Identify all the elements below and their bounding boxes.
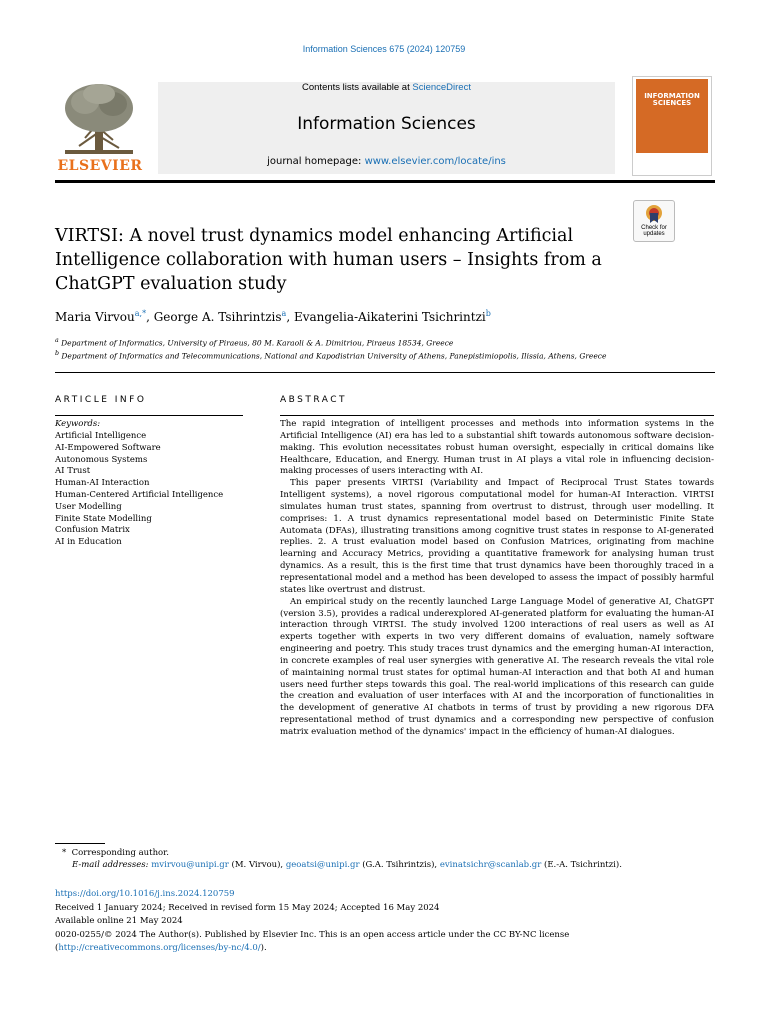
email-owner: (M. Virvou), xyxy=(228,860,286,870)
article-info-heading: ARTICLE INFO xyxy=(55,395,147,405)
journal-reference[interactable]: Information Sciences 675 (2024) 120759 xyxy=(302,44,466,54)
license-paren-open: ( xyxy=(55,942,59,953)
journal-cover-thumbnail[interactable] xyxy=(632,76,712,176)
abstract-paragraph-3: An empirical study on the recently launched Large Language Model of generative AI, ChatGPT (version 3.5), provides a radical underexplored AI-generated platform for evaluating the human-AI interaction through VIRTSI. The study involved 1200 interactions of real users as well as AI experts together with experts in two very different domains of evaluation, namely software engineering and poetry. This study traces trust dynamics and the emerging human-AI interaction, in concrete examples of real user synergies with generative AI. The research reveals the vital role of maintaining normal trust states for optimal human-AI interaction and that both AI and human users need further steps towards this goal. The real-world implications of this research can guide the creation and evaluation of user interfaces with AI and the incorporation of functionalities in the development of generative AI chatbots in terms of trust by providing a new rigorous DFA representational method of trust dynamics and a corresponding new perspective of confusion matrix evaluation method of the dynamics' impact in the efficiency of human-AI dialogues. xyxy=(280,596,714,737)
affiliation-a-text: Department of Informatics, University of Piraeus, 80 M. Karaoli & A. Dimitriou, Piraeus 18534, Greece xyxy=(61,338,454,348)
cover-title: INFORMATION SCIENCES xyxy=(644,92,700,107)
copyright-text: 0020-0255/© 2024 The Author(s). Published by Elsevier Inc. This is an open access article under the CC BY-NC license xyxy=(55,930,570,940)
author-name[interactable]: George A. Tsihrintzis xyxy=(153,310,282,324)
affiliation-marker[interactable]: a xyxy=(281,309,287,318)
email-owner: (G.A. Tsihrintzis), xyxy=(359,860,440,870)
author-separator: , xyxy=(146,310,154,324)
email-owner: (E.-A. Tsichrintzi). xyxy=(541,860,622,870)
affiliation-a xyxy=(55,337,675,348)
keyword-item: Confusion Matrix xyxy=(55,525,130,536)
paper-title: VIRTSI: A novel trust dynamics model enhancing Artificial Intelligence collaboration with human users – Insights from a ChatGPT evaluation study xyxy=(55,226,602,294)
keyword-item: Finite State Modelling xyxy=(55,513,152,524)
author-name[interactable]: Evangelia-Aikaterini Tsichrintzi xyxy=(293,310,486,324)
author-separator: , xyxy=(286,310,294,324)
email-link[interactable]: mvirvou@unipi.gr xyxy=(151,860,229,870)
keyword-item: AI-Empowered Software xyxy=(55,442,161,453)
check-label-line2: updates xyxy=(643,231,665,237)
homepage-line xyxy=(158,156,615,167)
abstract-body xyxy=(280,419,714,739)
abstract-divider xyxy=(280,415,714,416)
copyright-notice xyxy=(55,929,714,954)
keyword-item: AI in Education xyxy=(55,537,122,548)
keyword-item: Artificial Intelligence xyxy=(55,431,147,441)
footnote-mark: * xyxy=(62,848,67,858)
author-name[interactable]: Maria Virvou xyxy=(55,310,135,324)
abstract-paragraph-2: This paper presents VIRTSI (Variability and Impact of Reciprocal Trust States towards Intelligent systems), a novel rigorous computational model for human-AI Interaction. VIRTSI simulates human trust states, spanning from overtrust to distrust, through user modelling. It comprises: 1. A trust dynamics representational model based on Deterministic Finite State Automata (DFAs), illustrating transitions among cognitive trust states in response to AI-generated replies. 2. A trust evaluation model based on Confusion Matrices, originating from machine learning and Accuracy Metrics, providing a quantitative framework for analysing human trust dynamics. As a result, this is the first time that trust dynamics have been thoroughly traced in a representational model and a method has been developed to assess the impact of possibly harmful states like overtrust and distrust. xyxy=(280,478,714,595)
bookmark-icon xyxy=(645,204,663,224)
check-for-updates-button[interactable] xyxy=(633,200,675,242)
contents-line xyxy=(158,82,615,93)
abstract-heading: ABSTRACT xyxy=(280,395,348,405)
article-info-divider xyxy=(55,415,243,416)
keyword-list xyxy=(55,431,223,549)
keyword-item: User Modelling xyxy=(55,501,122,512)
elsevier-wordmark: ELSEVIER xyxy=(57,158,143,174)
keyword-item: AI Trust xyxy=(55,466,91,477)
affiliation-b-mark: b xyxy=(55,350,60,357)
check-label-line1: Check for xyxy=(641,225,667,231)
homepage-prefix: journal homepage: xyxy=(267,156,365,167)
keywords-label: Keywords: xyxy=(55,419,101,429)
affiliation-b xyxy=(55,350,675,361)
email-link[interactable]: geoatsi@unipi.gr xyxy=(285,860,360,870)
header-divider xyxy=(55,372,715,373)
contents-prefix: Contents lists available at xyxy=(302,82,413,93)
corresponding-author-note xyxy=(62,848,169,858)
cover-panel xyxy=(636,79,708,153)
keyword-item: Human-AI Interaction xyxy=(55,478,150,489)
license-paren-close: ). xyxy=(260,942,267,953)
journal-header-box xyxy=(158,82,615,174)
email-link[interactable]: evinatsichr@scanlab.gr xyxy=(439,860,542,870)
author-list xyxy=(55,309,675,324)
corresponding-text: Corresponding author. xyxy=(71,848,169,858)
doi-link[interactable]: https://doi.org/10.1016/j.ins.2024.120759 xyxy=(55,889,235,899)
journal-title: Information Sciences xyxy=(297,114,476,134)
affiliation-marker[interactable]: a,* xyxy=(134,309,147,318)
available-online-date: Available online 21 May 2024 xyxy=(55,916,183,926)
sciencedirect-link[interactable]: ScienceDirect xyxy=(412,82,471,93)
email-label: E-mail addresses: xyxy=(72,860,149,870)
footnote-divider xyxy=(55,843,105,844)
affiliation-marker[interactable]: b xyxy=(485,309,491,318)
masthead-divider xyxy=(55,180,715,183)
check-for-updates-label xyxy=(634,225,674,237)
keyword-item: Autonomous Systems xyxy=(55,454,148,465)
license-link[interactable]: http://creativecommons.org/licenses/by-nc/4.0/ xyxy=(58,942,261,953)
email-addresses xyxy=(72,860,622,870)
affiliation-b-text: Department of Informatics and Telecommunications, National and Kapodistrian University of Athens, Panepistimiopolis, Ilissia, Athens, Greece xyxy=(61,351,607,361)
journal-masthead xyxy=(55,72,715,180)
abstract-paragraph-1: The rapid integration of intelligent processes and methods into information systems in the Artificial Intelligence (AI) era has led to a substantial shift towards autonomous software decision-making. This evolution necessitates robust human oversight, especially in critical domains like Healthcare, Education, and Energy. Human trust in AI plays a vital role in influencing decision-making processes of users interacting with AI. xyxy=(280,419,714,477)
affiliation-a-mark: a xyxy=(55,337,59,344)
received-dates: Received 1 January 2024; Received in revised form 15 May 2024; Accepted 16 May 2024 xyxy=(55,903,440,913)
keyword-item: Human-Centered Artificial Intelligence xyxy=(55,489,224,500)
journal-homepage-link[interactable]: www.elsevier.com/locate/ins xyxy=(364,156,506,167)
